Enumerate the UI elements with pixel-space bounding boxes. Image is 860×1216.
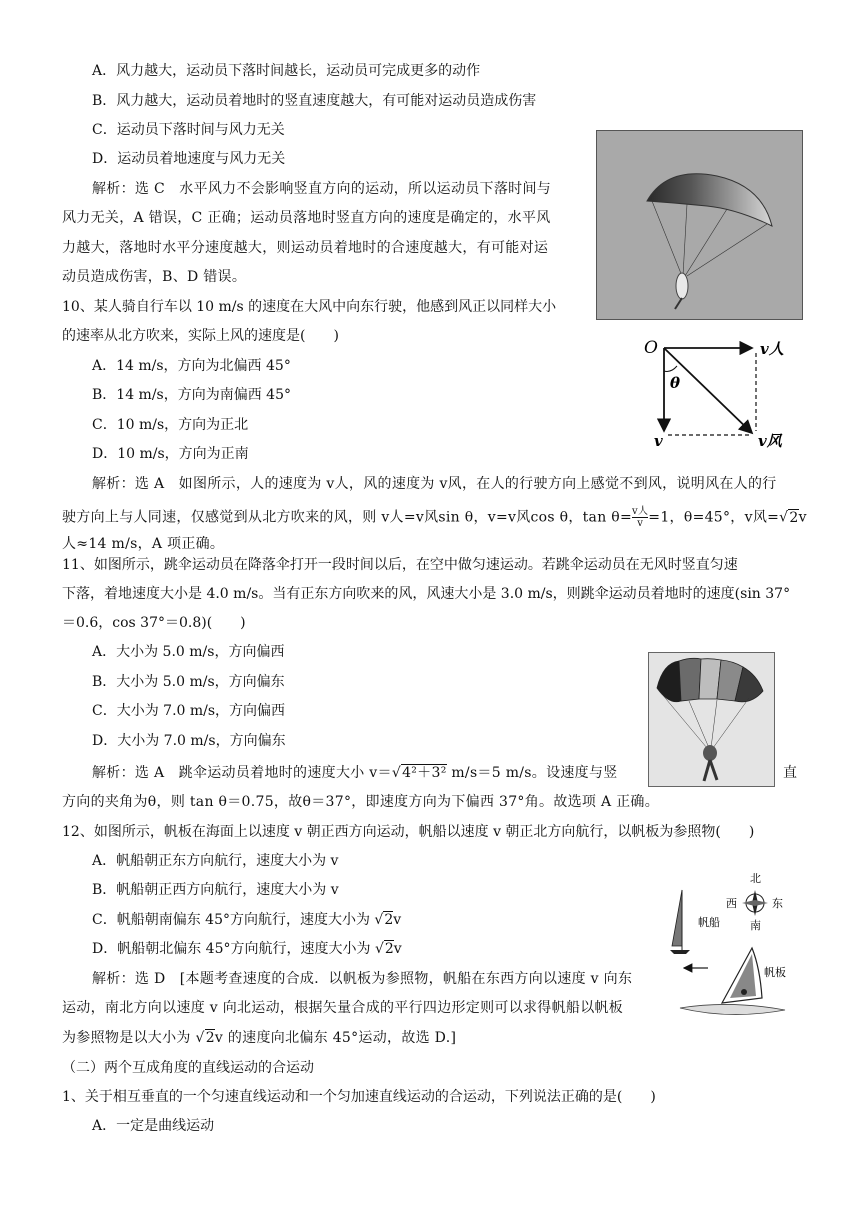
q10-solution-line2: 驶方向上与人同速，仅感觉到从北方吹来的风，则 v人=v风sin θ，v=v风cos θ，tan θ= v人 v =1，θ=45°，v风=√2v [62,506,807,529]
q10-option-a: A．14 m/s，方向为北偏西 45° [92,358,291,374]
q10-stem-line1: 10、某人骑自行车以 10 m/s 的速度在大风中向东行驶，他感到风正以同样大小 [62,299,557,315]
sailboard-figure [660,868,802,1020]
q12-option-c-suffix: v [393,912,402,928]
q12-option-b: B．帆船朝正西方向航行，速度大小为 v [92,882,339,898]
q12-solution-line2: 运动，南北方向以速度 v 向北运动，根据矢量合成的平行四边形定则可以求得帆船以帆板 [62,1000,624,1016]
compass-east: 东 [772,897,783,910]
point-o-label: O [644,338,658,358]
parachute-photo-1 [596,130,803,320]
q9-option-a: A．风力越大，运动员下落时间越长，运动员可完成更多的动作 [92,63,481,79]
q12-option-d: D．帆船朝北偏东 45°方向航行，速度大小为 √2v [92,941,402,957]
q9-option-c: C．运动员下落时间与风力无关 [92,122,285,138]
section2-title: （二）两个互成角度的直线运动的合运动 [62,1060,314,1076]
q12-solution-line3-part1: 为参照物是以大小为 [62,1030,196,1046]
boat-label: 帆船 [698,916,720,929]
q11-option-c: C．大小为 7.0 m/s，方向偏西 [92,703,286,719]
compass-west: 西 [726,897,737,910]
q10-option-c: C．10 m/s，方向为正北 [92,417,249,433]
fraction-denominator: v [637,518,644,529]
q11-option-d: D．大小为 7.0 m/s，方向偏东 [92,733,286,749]
q11-solution-line1: 解析：选 A 跳伞运动员着地时的速度大小 v＝√4²＋3² m/s＝5 m/s。设速度与竖 [92,765,618,781]
fraction-numerator: v人 [632,506,649,517]
q12-option-c: C．帆船朝南偏东 45°方向航行，速度大小为 √2v [92,912,402,928]
q12-solution-sqrt: 2 [205,1030,215,1046]
q9-option-d: D．运动员着地速度与风力无关 [92,151,286,167]
q9-option-b: B．风力越大，运动员着地时的竖直速度越大，有可能对运动员造成伤害 [92,93,537,109]
q10-sqrt-value: 2 [789,509,799,526]
q10-option-d: D．10 m/s，方向为正南 [92,446,249,462]
q10-solution-line2-part1: 驶方向上与人同速，仅感觉到从北方吹来的风，则 v人=v风sin θ，v=v风cos θ，tan θ= [62,509,633,526]
q12-option-d-sqrt: 2 [384,941,394,957]
q11-sqrt-value: 4²＋3² [402,765,447,781]
q12-solution-line3: 为参照物是以大小为 √2v 的速度向北偏东 45°运动，故选 D.] [62,1030,457,1046]
q11-option-a: A．大小为 5.0 m/s，方向偏西 [92,644,285,660]
q11-solution-line1-part1: 解析：选 A 跳伞运动员着地时的速度大小 v＝ [92,765,392,781]
v-ren-label: v人 [760,340,784,358]
q10-fraction [632,506,648,529]
q12-option-d-text: D．帆船朝北偏东 45°方向航行，速度大小为 [92,941,371,957]
compass-north: 北 [750,872,761,885]
q9-solution-line4: 动员造成伤害，B、D 错误。 [62,269,247,285]
velocity-vector-diagram [640,333,790,455]
section2-q1-stem: 1、关于相互垂直的一个匀速直线运动和一个匀加速直线运动的合运动，下列说法正确的是( ) [62,1089,656,1105]
q10-solution-line2-part2: =1，θ=45°，v风= [648,509,780,526]
board-label: 帆板 [764,966,786,979]
q11-solution-line2: 方向的夹角为θ，则 tan θ＝0.75，故θ＝37°，即速度方向为下偏西 37°角。故选项 A 正确。 [62,794,660,810]
q12-solution-line1: 解析：选 D [本题考查速度的合成．以帆板为参照物，帆船在东西方向以速度 v 向东 [92,971,633,987]
q11-stem-line3: ＝0.6，cos 37°＝0.8)( ) [62,615,246,631]
q10-solution-line1: 解析：选 A 如图所示，人的速度为 v人，风的速度为 v风，在人的行驶方向上感觉不到风，说明风在人的行 [92,476,777,492]
q11-solution-line1-end: 直 [783,765,798,781]
q12-solution-line3-part2: v 的速度向北偏东 45°运动，故选 D.] [214,1030,457,1046]
q12-option-d-suffix: v [393,941,402,957]
compass-south: 南 [750,919,761,932]
q12-option-a: A．帆船朝正东方向航行，速度大小为 v [92,853,339,869]
q11-option-b: B．大小为 5.0 m/s，方向偏东 [92,674,285,690]
q9-solution-line1: 解析：选 C 水平风力不会影响竖直方向的运动，所以运动员下落时间与 [92,181,552,197]
q11-stem-line1: 11、如图所示，跳伞运动员在降落伞打开一段时间以后，在空中做匀速运动。若跳伞运动员在无风时竖直匀速 [62,557,738,573]
v-label: v [654,432,663,450]
q9-solution-line2: 风力无关，A 错误，C 正确；运动员落地时竖直方向的速度是确定的，水平风 [62,210,551,226]
q10-solution-line3: 人≈14 m/s，A 项正确。 [62,536,225,552]
q12-option-c-text: C．帆船朝南偏东 45°方向航行，速度大小为 [92,912,370,928]
q10-option-b: B．14 m/s，方向为南偏西 45° [92,387,291,403]
q11-stem-line2: 下落，着地速度大小是 4.0 m/s。当有正东方向吹来的风，风速大小是 3.0 m/s，则跳伞运动员着地时的速度(sin 37° [62,586,791,602]
v-feng-label: v风 [758,432,782,450]
q12-option-c-sqrt: 2 [384,912,394,928]
q12-stem: 12、如图所示，帆板在海面上以速度 v 朝正西方向运动，帆船以速度 v 朝正北方向航行，以帆板为参照物( ) [62,824,755,840]
q9-solution-line3: 力越大，落地时水平分速度越大，则运动员着地时的合速度越大，有可能对运 [62,240,549,256]
q10-solution-line2-part3: v [798,509,807,526]
section2-q1-option-a: A．一定是曲线运动 [92,1118,215,1134]
q11-solution-line1-part2: m/s＝5 m/s。设速度与竖 [446,765,618,781]
q10-stem-line2: 的速率从北方吹来，实际上风的速度是( ) [62,328,339,344]
theta-label: θ [670,374,681,392]
